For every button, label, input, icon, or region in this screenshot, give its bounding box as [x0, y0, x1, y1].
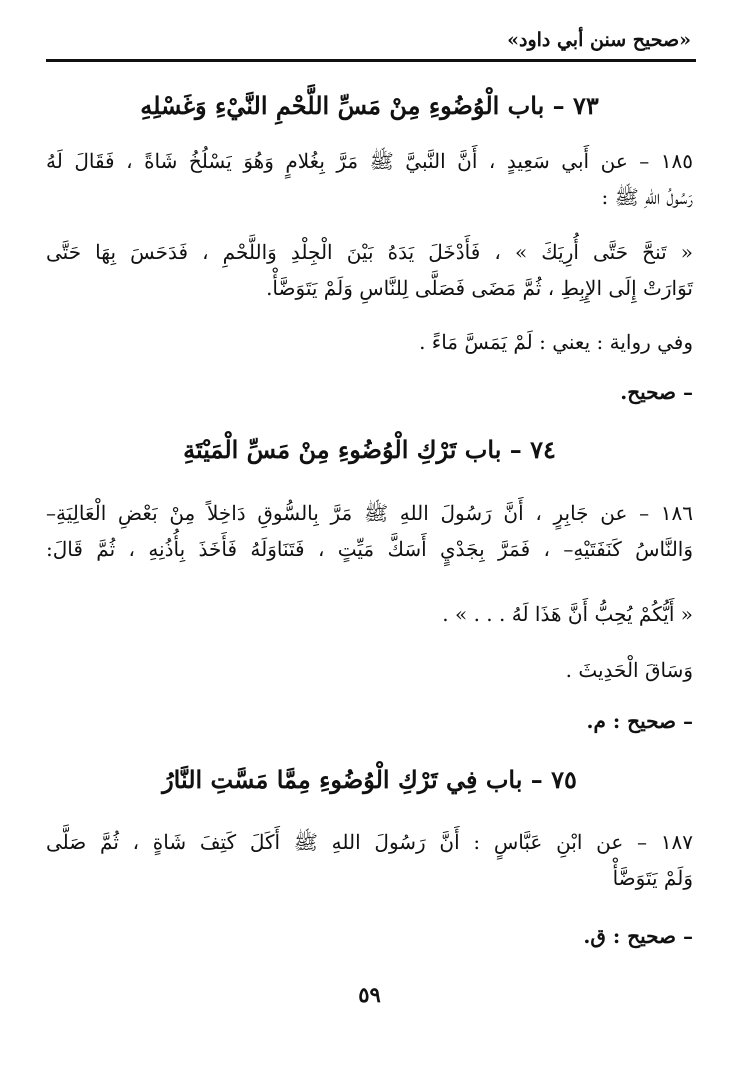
hadith-186-grade: – صحيح : م. [586, 709, 693, 733]
hadith-187-line-2: وَلَمْ يَتَوَضَّأْ [612, 866, 693, 890]
hadith-186-line-1: ١٨٦ – عن جَابِرٍ ، أَنَّ رَسُولَ اللهِ ﷺ مَرَّ بِالسُّوقِ دَاخِلاً مِنْ بَعْضِ الْعَالِيَةِ– [46, 501, 693, 525]
hadith-186-quote: « أَيُّكُمْ يُحِبُّ أَنَّ هَذَا لَهُ . . . » . [442, 602, 693, 626]
hadith-187-line-1: ١٨٧ – عن ابْنِ عَبَّاسٍ : أَنَّ رَسُولَ اللهِ ﷺ أَكَلَ كَتِفَ شَاةٍ ، ثُمَّ صَلَّى [46, 830, 693, 854]
hadith-185-quote-line-1: « تَنحَّ حَتَّى أُرِيَكَ » ، فَأَدْخَلَ يَدَهُ بَيْنَ الْجِلْدِ وَاللَّحْمِ ، فَدَحَسَ بِهَا حَتَّى [46, 240, 693, 264]
running-title: «صحيح سنن أبي داود» [507, 29, 691, 51]
hadith-185-line-2: رَسُولُ اللهِ ﷺ : [601, 185, 693, 209]
hadith-185-quote-line-2: تَوَارَتْ إِلَى الإِبِطِ ، ثُمَّ مَضَى فَصَلَّى لِلنَّاسِ وَلَمْ يَتَوَضَّأْ. [266, 276, 693, 300]
hadith-186-note: وَسَاقَ الْحَدِيثَ . [565, 658, 693, 682]
hadith-185-grade: – صحيح. [620, 380, 693, 404]
hadith-185-variant-note: وفي رواية : يعني : لَمْ يَمَسَّ مَاءً . [419, 330, 693, 354]
section-title-74: ٧٤ – باب تَرْكِ الْوُضُوءِ مِنْ مَسِّ الْمَيْتَةِ [183, 435, 556, 464]
hadith-186-line-2: وَالنَّاسُ كَنَفَتَيْهِ– ، فَمَرَّ بِجَدْيٍ أَسَكَّ مَيِّتٍ ، فَتَنَاوَلَهُ فَأَخَذَ بِأُذُنِهِ ، ثُمَّ قَالَ: [46, 537, 693, 561]
hadith-187-grade: – صحيح : ق. [583, 924, 693, 948]
section-title-73: ٧٣ – باب الْوُضُوءِ مِنْ مَسِّ اللَّحْمِ النَّيْءِ وَغَسْلِهِ [140, 91, 599, 120]
section-title-75: ٧٥ – باب فِي تَرْكِ الْوُضُوءِ مِمَّا مَسَّتِ النَّارُ [162, 765, 577, 794]
header-rule [46, 59, 696, 62]
page-number: ٥٩ [358, 982, 381, 1007]
hadith-185-line-1: ١٨٥ – عن أَبي سَعِيدٍ ، أَنَّ النَّبيَّ ﷺ مَرَّ بِغُلامٍ وَهُوَ يَسْلُخُ شَاةً ، فَقَالَ لَهُ [46, 149, 693, 173]
